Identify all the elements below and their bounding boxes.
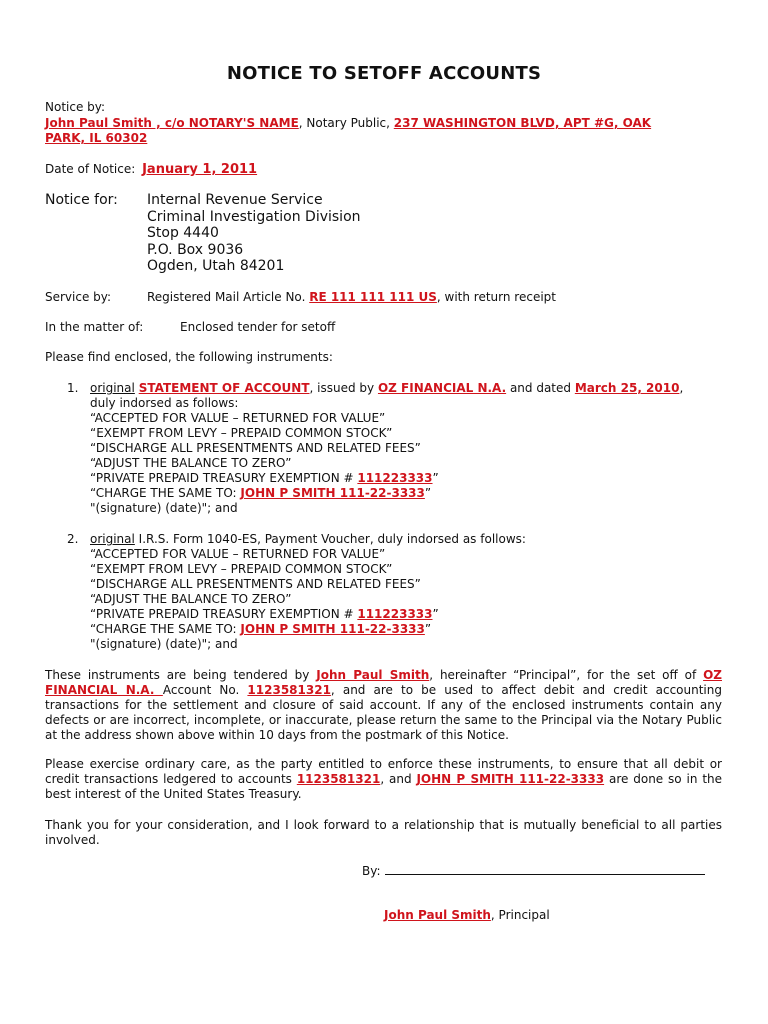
item2-charge-value: JOHN P SMITH 111-22-3333 bbox=[240, 622, 425, 636]
notice-for-line-5: Ogden, Utah 84201 bbox=[147, 258, 285, 274]
notice-by-line2 bbox=[45, 131, 147, 146]
notice-by-address2: PARK, IL 60302 bbox=[45, 131, 148, 145]
item1-exemption-suffix: ” bbox=[432, 471, 439, 485]
date-of-notice-value: January 1, 2011 bbox=[142, 162, 258, 177]
para2-text-c: are done so in the best interest of the United States Treasury. bbox=[45, 772, 723, 801]
item1-indorse-4: “ADJUST THE BALANCE TO ZERO” bbox=[90, 456, 292, 470]
item1-cont: duly indorsed as follows: bbox=[90, 396, 239, 410]
signature-by-row bbox=[362, 864, 705, 879]
para1-principal-name: John Paul Smith bbox=[316, 668, 430, 682]
date-of-notice-row bbox=[45, 162, 257, 177]
notice-for-line-3: Stop 4440 bbox=[147, 225, 219, 241]
item1-charge-suffix: ” bbox=[424, 486, 432, 500]
para1-text-b: , hereinafter “Principal”, for the set off of bbox=[429, 668, 704, 682]
notice-for-line-2: Criminal Investigation Division bbox=[147, 208, 361, 225]
item1-exemption-number: 111223333 bbox=[357, 471, 433, 485]
notice-by-name: John Paul Smith , c/o NOTARY'S NAME bbox=[45, 116, 299, 130]
item2-rest: I.R.S. Form 1040-ES, Payment Voucher, duly indorsed as follows: bbox=[134, 532, 526, 546]
para2-text-b: , and bbox=[380, 772, 417, 786]
notice-by-role: , Notary Public, bbox=[298, 116, 394, 130]
para1-text-c: Account No. bbox=[162, 683, 248, 697]
notice-by-line1 bbox=[45, 116, 651, 131]
para1-text-d: , and are to be used to affect debit and credit accounting transactions for the settlement and closure of said account. If any of the enclosed instruments contain any defects or are incorrect, incomplete, or inaccurate, please return the same to the Principal via the Notary Public at the address shown above within 10 days from the postmark of this Notice. bbox=[45, 683, 722, 742]
item1-indorse-7: "(signature) (date)"; and bbox=[90, 501, 238, 515]
item1-indorse-1: “ACCEPTED FOR VALUE – RETURNED FOR VALUE” bbox=[90, 411, 386, 425]
item2-indorse-7: "(signature) (date)"; and bbox=[90, 637, 238, 651]
item2-indorse-2: “EXEMPT FROM LEVY – PREPAID COMMON STOCK” bbox=[90, 562, 393, 576]
para2-text-a: Please exercise ordinary care, as the party entitled to enforce these instruments, to ensure that all debit or credit transactions ledgered to accounts bbox=[45, 757, 722, 786]
notice-by-label: Notice by: bbox=[45, 100, 106, 114]
item1-indorse-5 bbox=[90, 471, 439, 486]
notice-for-line-4: P.O. Box 9036 bbox=[147, 241, 244, 258]
item1-original: original bbox=[90, 381, 135, 395]
para2-name: JOHN P SMITH 111-22-3333 bbox=[416, 772, 605, 786]
para1-text-a: These instruments are being tendered by bbox=[45, 668, 317, 682]
item1-charge-value: JOHN P SMITH 111-22-3333 bbox=[240, 486, 425, 500]
signature-name: John Paul Smith bbox=[384, 908, 491, 922]
instruments-intro: Please find enclosed, the following instruments: bbox=[45, 350, 333, 364]
item2-charge-prefix: “CHARGE THE SAME TO: bbox=[90, 622, 241, 636]
item2-indorse-5 bbox=[90, 607, 439, 622]
para1-company: OZ FINANCIAL N.A. bbox=[45, 668, 722, 697]
paragraph-tender bbox=[45, 668, 722, 743]
item2-exemption-number: 111223333 bbox=[357, 607, 433, 621]
item1-charge-prefix: “CHARGE THE SAME TO: bbox=[90, 486, 241, 500]
notice-for-label: Notice for: bbox=[45, 192, 118, 208]
paragraph-thanks: Thank you for your consideration, and I look forward to a relationship that is mutually beneficial to all parties involved. bbox=[45, 818, 722, 847]
article-number: RE 111 111 111 US bbox=[309, 290, 437, 304]
item2-indorse-6 bbox=[90, 622, 431, 637]
item1-issuer: OZ FINANCIAL N.A. bbox=[377, 381, 507, 395]
matter-value: Enclosed tender for setoff bbox=[180, 320, 336, 334]
item1-document: STATEMENT OF ACCOUNT bbox=[138, 381, 310, 395]
item2-original: original bbox=[90, 532, 135, 546]
item1-exemption-prefix: “PRIVATE PREPAID TREASURY EXEMPTION # bbox=[90, 471, 358, 485]
item2-line-0 bbox=[90, 532, 526, 547]
notice-for-line-1: Internal Revenue Service bbox=[147, 192, 323, 208]
document-title: NOTICE TO SETOFF ACCOUNTS bbox=[226, 63, 542, 84]
item2-exemption-suffix: ” bbox=[432, 607, 439, 621]
item2-indorse-1: “ACCEPTED FOR VALUE – RETURNED FOR VALUE” bbox=[90, 547, 386, 561]
item2-indorse-3: “DISCHARGE ALL PRESENTMENTS AND RELATED FEES” bbox=[90, 577, 421, 591]
item1-issued-by: , issued by bbox=[309, 381, 378, 395]
service-by-prefix: Registered Mail Article No. bbox=[147, 290, 310, 304]
notice-by-address1: 237 WASHINGTON BLVD, APT #G, OAK bbox=[393, 116, 652, 130]
item2-exemption-prefix: “PRIVATE PREPAID TREASURY EXEMPTION # bbox=[90, 607, 358, 621]
item1-line-0 bbox=[90, 381, 683, 396]
matter-label: In the matter of: bbox=[45, 320, 144, 334]
service-by-value bbox=[147, 290, 556, 305]
service-by-suffix: , with return receipt bbox=[436, 290, 556, 304]
item1-number: 1. bbox=[67, 381, 79, 395]
date-of-notice-label: Date of Notice: bbox=[45, 162, 136, 176]
item1-indorse-2: “EXEMPT FROM LEVY – PREPAID COMMON STOCK” bbox=[90, 426, 393, 440]
item2-charge-suffix: ” bbox=[424, 622, 432, 636]
item1-indorse-6 bbox=[90, 486, 431, 501]
item2-number: 2. bbox=[67, 532, 79, 546]
item1-indorse-3: “DISCHARGE ALL PRESENTMENTS AND RELATED FEES” bbox=[90, 441, 421, 455]
para2-account: 1123581321 bbox=[296, 772, 381, 786]
paragraph-care bbox=[45, 757, 722, 802]
service-by-label: Service by: bbox=[45, 290, 112, 304]
signature-role: , Principal bbox=[490, 908, 550, 922]
item1-date: March 25, 2010 bbox=[574, 381, 680, 395]
signature-name-row bbox=[384, 908, 550, 923]
para1-account: 1123581321 bbox=[247, 683, 331, 697]
signature-by-label: By: bbox=[362, 864, 381, 878]
item1-dated: and dated bbox=[506, 381, 575, 395]
item2-indorse-4: “ADJUST THE BALANCE TO ZERO” bbox=[90, 592, 292, 606]
signature-line bbox=[385, 864, 705, 875]
item1-comma: , bbox=[679, 381, 684, 395]
